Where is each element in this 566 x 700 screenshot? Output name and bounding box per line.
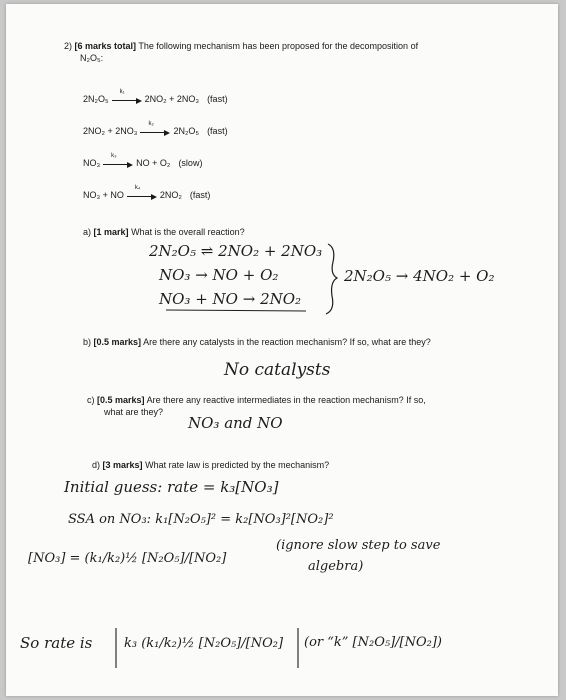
step-1-speed: (fast) [207, 94, 228, 104]
rate-constant-label: k₃ [111, 153, 117, 159]
step-1-products: 2NO₂ + 2NO₃ [144, 94, 200, 104]
step-1-reactants: 2N₂O₅ [83, 94, 109, 104]
worksheet-page [6, 4, 558, 696]
part-d-marks: [3 marks] [102, 460, 143, 470]
so-rate-label: So rate is [20, 634, 93, 652]
ssa-equation: SSA on NO₃: k₁[N₂O₅]² = k₂[NO₃]²[NO₂]² [68, 512, 334, 527]
rate-constant-label: k₂ [148, 121, 154, 127]
question-species: N₂O₅: [80, 53, 104, 63]
final-rate-expression: k₃ (k₁/k₂)½ [N₂O₅]/[NO₂] [124, 636, 284, 651]
answer-c: NO₃ and NO [188, 414, 283, 432]
part-b-label: b) [83, 337, 92, 347]
note-line-2: algebra) [308, 559, 364, 574]
part-b-text: Are there any catalysts in the reaction mechanism? If so, what are they? [143, 337, 431, 347]
step-2-speed: (fast) [207, 126, 228, 136]
question-number: 2) [64, 41, 73, 51]
question-prompt: The following mechanism has been proposed for the decomposition of [138, 41, 419, 51]
part-a-marks: [1 mark] [93, 227, 129, 237]
part-c-text-2: what are they? [104, 407, 164, 417]
step-2-products: 2N₂O₅ [173, 126, 200, 136]
step-4-reactants: NO₃ + NO [83, 190, 124, 200]
underline-mark [166, 310, 306, 311]
question-marks: [6 marks total] [74, 41, 137, 51]
answer-a-line-3: NO₃ + NO → 2NO₂ [159, 290, 302, 308]
part-c-marks: [0.5 marks] [97, 395, 145, 405]
part-d-text: What rate law is predicted by the mechanism? [145, 460, 330, 470]
no3-expression: [NO₃] = (k₁/k₂)½ [N₂O₅]/[NO₂] [28, 551, 227, 566]
part-c-text: Are there any reactive intermediates in the reaction mechanism? If so, [146, 395, 426, 405]
step-3-speed: (slow) [178, 158, 203, 168]
step-4-speed: (fast) [189, 190, 211, 200]
rate-constant-label: k₁ [119, 89, 125, 95]
final-rate-alternative: (or “k” [N₂O₅]/[NO₂]) [304, 635, 442, 650]
brace-mark [326, 244, 337, 314]
answer-a-line-1: 2N₂O₅ ⇌ 2NO₂ + 2NO₃ [149, 242, 323, 260]
rate-constant-label: k₄ [134, 185, 141, 191]
step-3-products: NO + O₂ [136, 158, 171, 168]
initial-guess: Initial guess: rate = k₃[NO₃] [64, 478, 279, 496]
answer-a-overall: 2N₂O₅ → 4NO₂ + O₂ [344, 267, 495, 285]
part-a-label: a) [83, 227, 92, 237]
step-4-products: 2NO₂ [159, 190, 182, 200]
handwriting-strokes [6, 4, 558, 696]
note-line-1: (ignore slow step to save [276, 538, 441, 553]
answer-a-line-2: NO₃ → NO + O₂ [159, 266, 279, 284]
part-c-label: c) [87, 395, 95, 405]
step-2-reactants: 2NO₂ + 2NO₃ [83, 126, 138, 136]
step-3-reactants: NO₃ [83, 158, 101, 168]
part-b-marks: [0.5 marks] [93, 337, 142, 347]
answer-b: No catalysts [224, 360, 331, 380]
part-d-label: d) [92, 460, 101, 470]
part-a-text: What is the overall reaction? [131, 227, 245, 237]
